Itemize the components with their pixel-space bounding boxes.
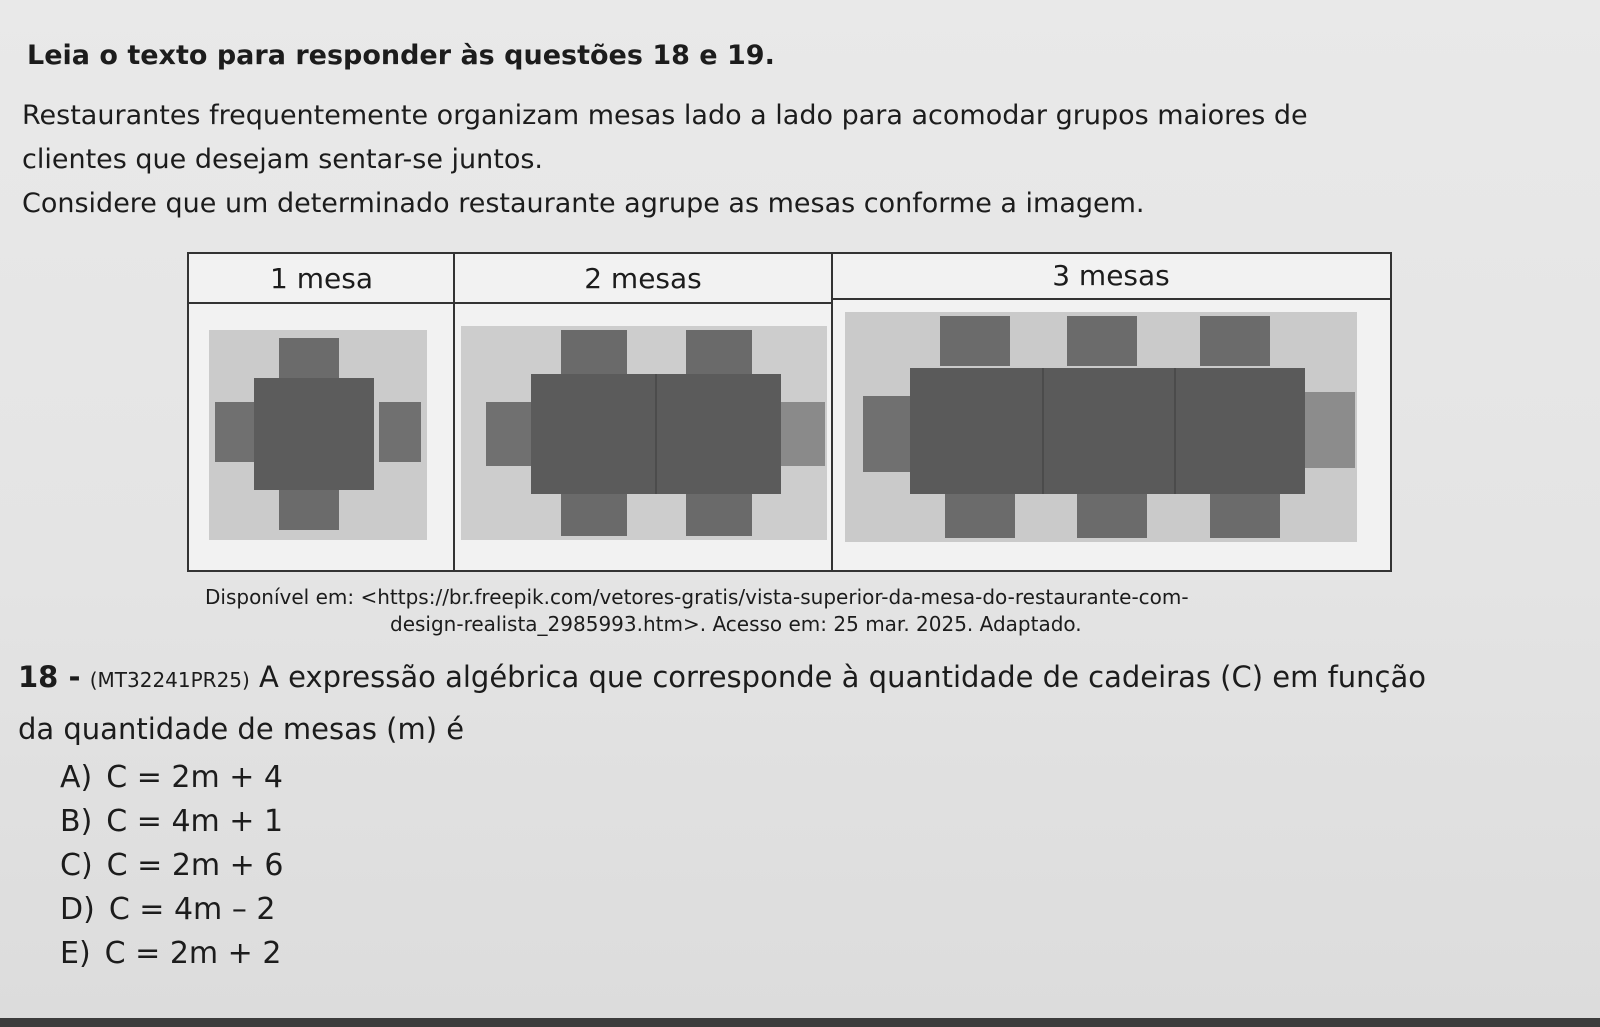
option-letter: B) bbox=[60, 804, 93, 839]
question-text-1: A expressão algébrica que corresponde à quantidade de cadeiras (C) em função bbox=[259, 660, 1427, 694]
header-3-mesas: 3 mesas bbox=[832, 254, 1390, 300]
intro-line-3: Considere que um determinado restaurante agrupe as mesas conforme a imagem. bbox=[22, 188, 1145, 219]
page-edge bbox=[0, 1018, 1600, 1027]
section-heading: Leia o texto para responder às questões 18 e 19. bbox=[27, 40, 775, 71]
option-c[interactable] bbox=[60, 848, 283, 883]
table-illustration-1 bbox=[209, 330, 427, 540]
option-b[interactable] bbox=[60, 804, 283, 839]
source-caption-2: design-realista_2985993.htm>. Acesso em: 25 mar. 2025. Adaptado. bbox=[390, 612, 1082, 636]
header-2-mesas: 2 mesas bbox=[454, 254, 832, 304]
divider bbox=[831, 254, 833, 570]
option-expression: C = 2m + 2 bbox=[104, 936, 282, 971]
option-letter: A) bbox=[60, 760, 93, 795]
option-expression: C = 2m + 6 bbox=[106, 848, 284, 883]
image-2-mesas bbox=[461, 326, 827, 540]
table-illustration-3 bbox=[845, 312, 1357, 542]
divider bbox=[453, 254, 455, 570]
option-letter: E) bbox=[60, 936, 91, 971]
option-d[interactable] bbox=[60, 892, 275, 927]
question-line-2: da quantidade de mesas (m) é bbox=[18, 712, 465, 746]
intro-line-2: clientes que desejam sentar-se juntos. bbox=[22, 144, 544, 175]
option-a[interactable] bbox=[60, 760, 283, 795]
header-1-mesa: 1 mesa bbox=[189, 254, 454, 304]
tables-figure bbox=[187, 252, 1392, 572]
option-expression: C = 4m + 1 bbox=[106, 804, 284, 839]
question-number: 18 - bbox=[18, 660, 81, 694]
option-e[interactable] bbox=[60, 936, 281, 971]
option-letter: D) bbox=[60, 892, 95, 927]
option-expression: C = 2m + 4 bbox=[106, 760, 283, 795]
source-caption-1: Disponível em: <https://br.freepik.com/vetores-gratis/vista-superior-da-mesa-do-restaurante-com- bbox=[205, 585, 1189, 609]
table-illustration-2 bbox=[461, 326, 827, 540]
question-line-1 bbox=[18, 660, 1426, 694]
image-3-mesas bbox=[845, 312, 1357, 542]
question-code: (MT32241PR25) bbox=[89, 668, 250, 692]
intro-line-1: Restaurantes frequentemente organizam mesas lado a lado para acomodar grupos maiores de bbox=[22, 100, 1308, 131]
option-letter: C) bbox=[60, 848, 93, 883]
image-1-mesa bbox=[209, 330, 427, 540]
option-expression: C = 4m – 2 bbox=[108, 892, 276, 927]
